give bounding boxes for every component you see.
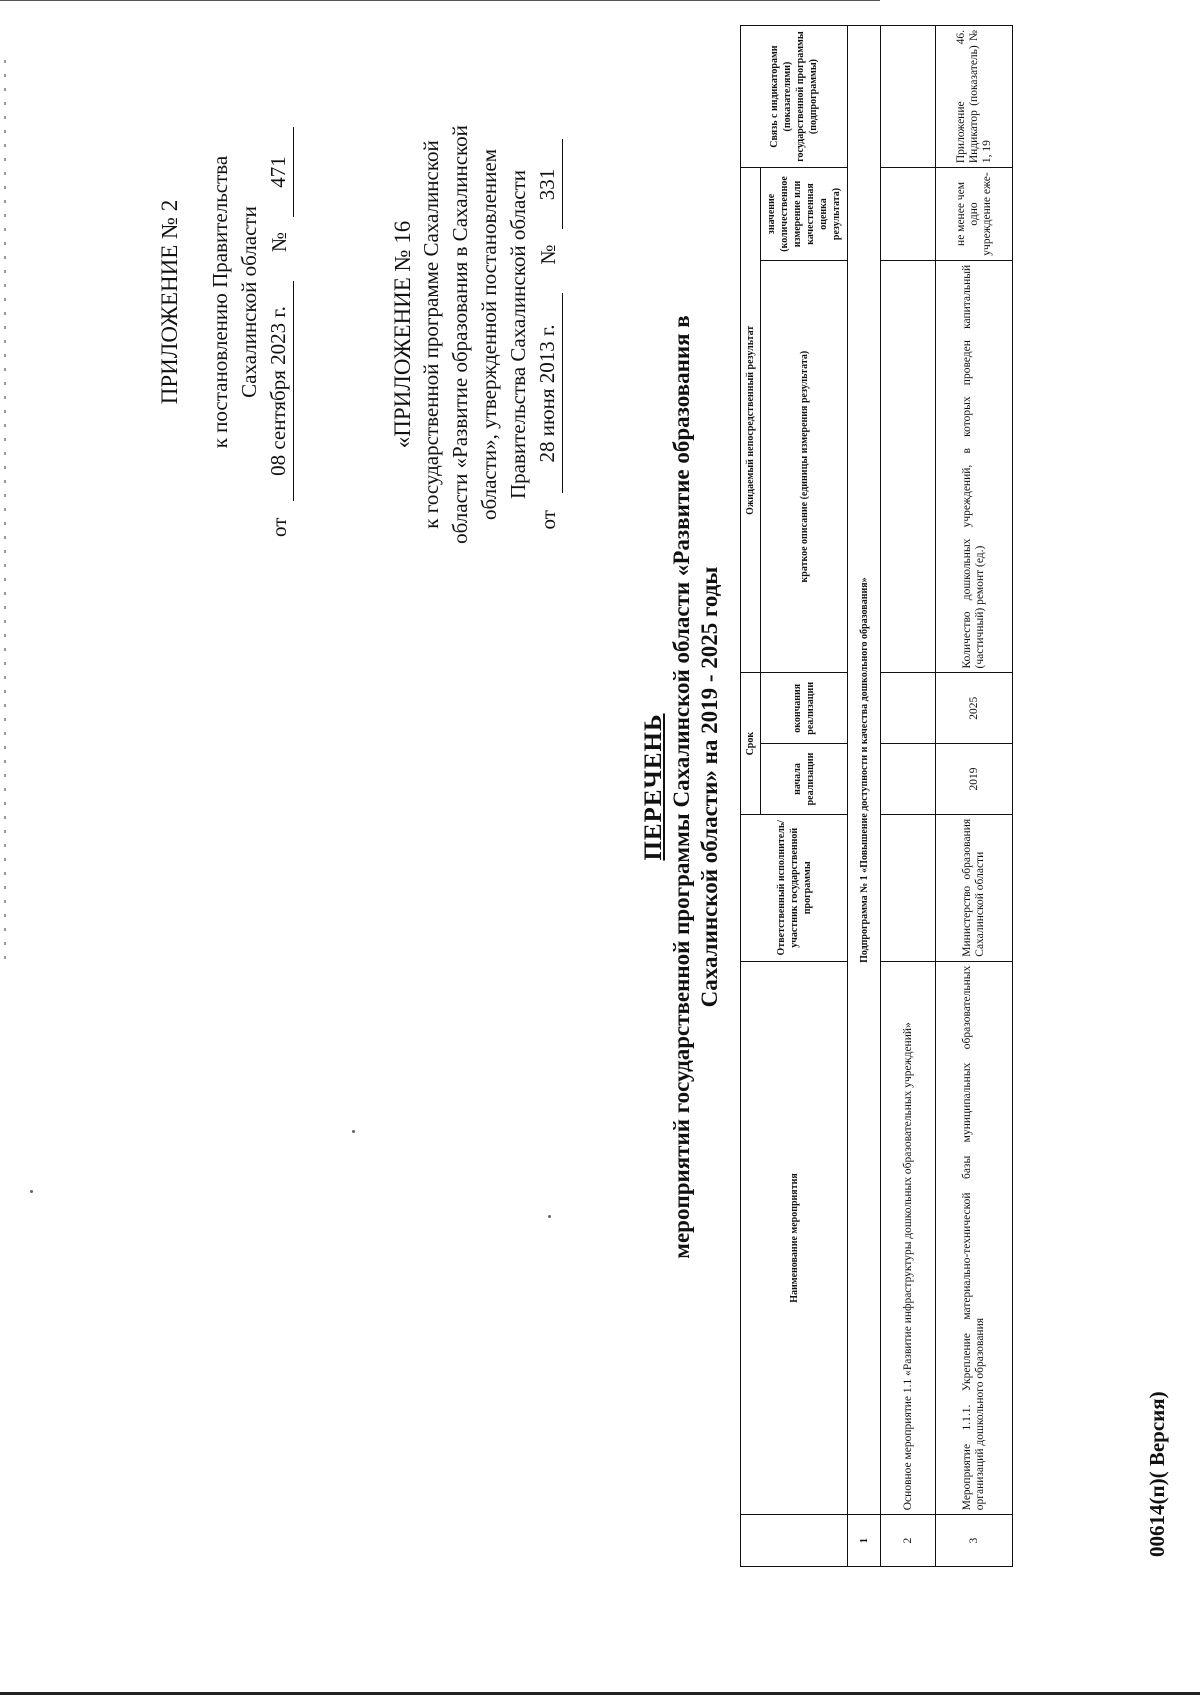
header-result: Ожидаемый непосредственный результат [741,168,761,673]
row-number: 2 [881,1515,936,1567]
appendix-number: 471 [264,127,294,217]
appendix-original-line: к государственной программе Сахалинской [419,140,443,529]
empty-cell [881,744,936,815]
table-header-row [741,26,761,1567]
row-number: 1 [848,1515,881,1567]
term-start: 2019 [936,744,1013,815]
empty-cell [881,26,936,168]
result-description: Количество дошкольных учреждений, в которых проведен капитальный (частичный) ремонт (ед.) [936,260,1013,673]
date-prefix: от [267,517,291,537]
appendix-original-line: области «Развитие образования в Сахалинской [448,125,472,544]
number-sign: № [536,244,560,265]
result-value: не менее чем одно учреждение еже- [936,168,1013,261]
measure-name: Основное мероприятие 1.1 «Развитие инфраструктуры дошкольных образовательных учреждений» [881,961,936,1515]
date-prefix: от [536,510,560,530]
measure-name: Мероприятие 1.1.1. Укрепление материально-технической базы муниципальных образовательных организаций дошкольного образования [936,961,1013,1515]
document-subtitle-line: Сахалинской области» на 2019 - 2025 годы [697,566,722,1008]
header-responsible: Ответственный исполнитель/участник государственной программы [741,814,848,961]
document-title: ПЕРЕЧЕНЬ [640,713,667,861]
header-result-value: значение (количественное измерение или качественная оценка результата) [761,168,848,261]
empty-cell [881,673,936,744]
header-term-end: окончания реализации [761,673,848,744]
header-term-start: начала реализации [761,744,848,815]
appendix-line: к постановлению Правительства [208,155,232,449]
appendix-block [155,67,294,537]
row-number: 3 [936,1515,1013,1567]
appendix-original-block [388,47,563,622]
table-row [936,26,1013,1567]
table-row [881,26,936,1567]
appendix-original-date-line [533,47,563,622]
appendix-original-number: 331 [533,140,563,230]
appendix-original-title: «ПРИЛОЖЕНИЕ № 16 [390,220,415,449]
empty-cell [881,260,936,673]
appendix-title: ПРИЛОЖЕНИЕ № 2 [157,199,182,405]
appendix-original-date: 28 июня 2013 г. [533,294,563,494]
appendix-original-line: Правительства Сахалинской области [506,169,530,500]
document-code: 00614(п)( Версия) [1145,1391,1169,1557]
indicator-link: Приложение 46. Индикатор (показатель) № 1, 19 [936,26,1013,168]
empty-cell [881,168,936,261]
appendix-original-line: области», утвержденной постановлением [477,148,501,521]
responsible-executor: Министерство образования Сахалинской области [936,814,1013,961]
header-link: Связь с индикаторами (показателями) государственной программы (подпрограммы) [741,26,848,168]
measures-table [740,25,1013,1567]
term-end: 2025 [936,673,1013,744]
header-name: Наименование мероприятия [741,961,848,1515]
document-subtitle-line: мероприятий государственной программы Сахалинской области «Развитие образования в [669,315,694,1259]
header-number [741,1515,848,1567]
document-heading [640,17,724,1557]
header-result-desc: краткое описание (единицы измерения результата) [761,260,848,673]
header-term: Срок [741,673,761,814]
empty-cell [881,814,936,961]
appendix-date-line [264,67,294,537]
table-row [848,26,881,1567]
number-sign: № [267,231,291,253]
appendix-line: Сахалинской области [237,206,261,398]
subprogram-title: Подпрограмма № 1 «Повышение доступности и качества дошкольного образования» [848,26,881,1515]
appendix-date: 08 сентября 2023 г. [264,281,294,501]
